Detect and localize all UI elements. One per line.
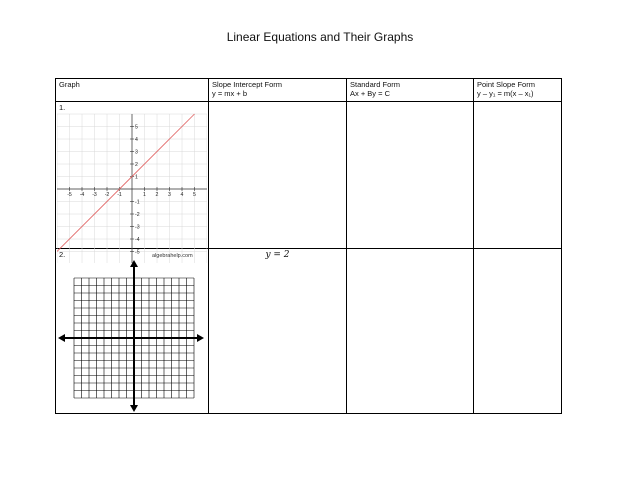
- row2-slope-intercept-cell: [209, 249, 347, 414]
- x-tick-label: -1: [117, 192, 122, 198]
- row-number: 1.: [59, 103, 66, 112]
- row1-graph-cell: [56, 102, 209, 259]
- y-tick-label: 5: [135, 124, 138, 131]
- row-number: 2.: [59, 250, 66, 259]
- y-tick-label: -4: [135, 237, 140, 243]
- x-tick-label: 1: [143, 192, 146, 198]
- y-tick-label: 1: [135, 174, 138, 181]
- y-tick-label: 4: [135, 137, 138, 143]
- row1-point-slope-cell: [474, 102, 562, 249]
- x-tick-label: 2: [155, 192, 159, 198]
- row1-slope-intercept-cell: [209, 102, 347, 249]
- row2-point-slope-cell: [474, 249, 562, 414]
- point-slope-label: Point Slope Form: [477, 80, 535, 89]
- arrow-left-icon: [58, 334, 65, 342]
- arrow-up-icon: [130, 260, 138, 267]
- row2-standard-cell: [347, 249, 474, 414]
- row2-graph-cell: [56, 249, 209, 414]
- arrow-down-icon: [130, 405, 138, 412]
- x-tick-label: 5: [193, 192, 196, 198]
- slope-intercept-formula: y = mx + b: [212, 89, 248, 98]
- y-tick-label: -3: [135, 224, 140, 231]
- x-tick-label: -5: [67, 192, 72, 198]
- equation-text: y = 2: [265, 250, 290, 260]
- x-tick-label: 3: [168, 192, 171, 198]
- x-tick-label: -3: [92, 192, 97, 198]
- worksheet-table: [55, 78, 562, 414]
- x-tick-label: -2: [104, 192, 110, 198]
- y-tick-label: -1: [135, 199, 140, 206]
- y-tick-label: -5: [135, 249, 140, 256]
- header-graph: [56, 79, 209, 102]
- y-tick-label: 3: [135, 149, 138, 156]
- header-standard: [347, 79, 474, 102]
- row1-standard-cell: [347, 102, 474, 249]
- table-row: [56, 102, 562, 249]
- point-slope-formula: y – y₁ = m(x – x₁): [477, 89, 534, 98]
- graph-1-line: [57, 114, 195, 252]
- table-row: [56, 249, 562, 414]
- y-tick-label: -2: [135, 212, 140, 218]
- standard-form-formula: Ax + By = C: [350, 89, 391, 98]
- header-slope-intercept: [209, 79, 347, 102]
- header-row: [56, 79, 562, 102]
- header-graph-label: Graph: [59, 80, 80, 89]
- x-tick-label: -4: [79, 192, 85, 198]
- x-tick-label: 4: [180, 192, 184, 198]
- graph-2: [56, 260, 206, 412]
- watermark: algebrahelp.com: [152, 253, 193, 259]
- slope-intercept-label: Slope Intercept Form: [212, 80, 283, 89]
- y-tick-label: 2: [135, 162, 138, 168]
- graph-1: [57, 111, 207, 263]
- header-point-slope: [474, 79, 562, 102]
- arrow-right-icon: [197, 334, 204, 342]
- page-title: Linear Equations and Their Graphs: [226, 30, 414, 44]
- standard-form-label: Standard Form: [350, 80, 401, 89]
